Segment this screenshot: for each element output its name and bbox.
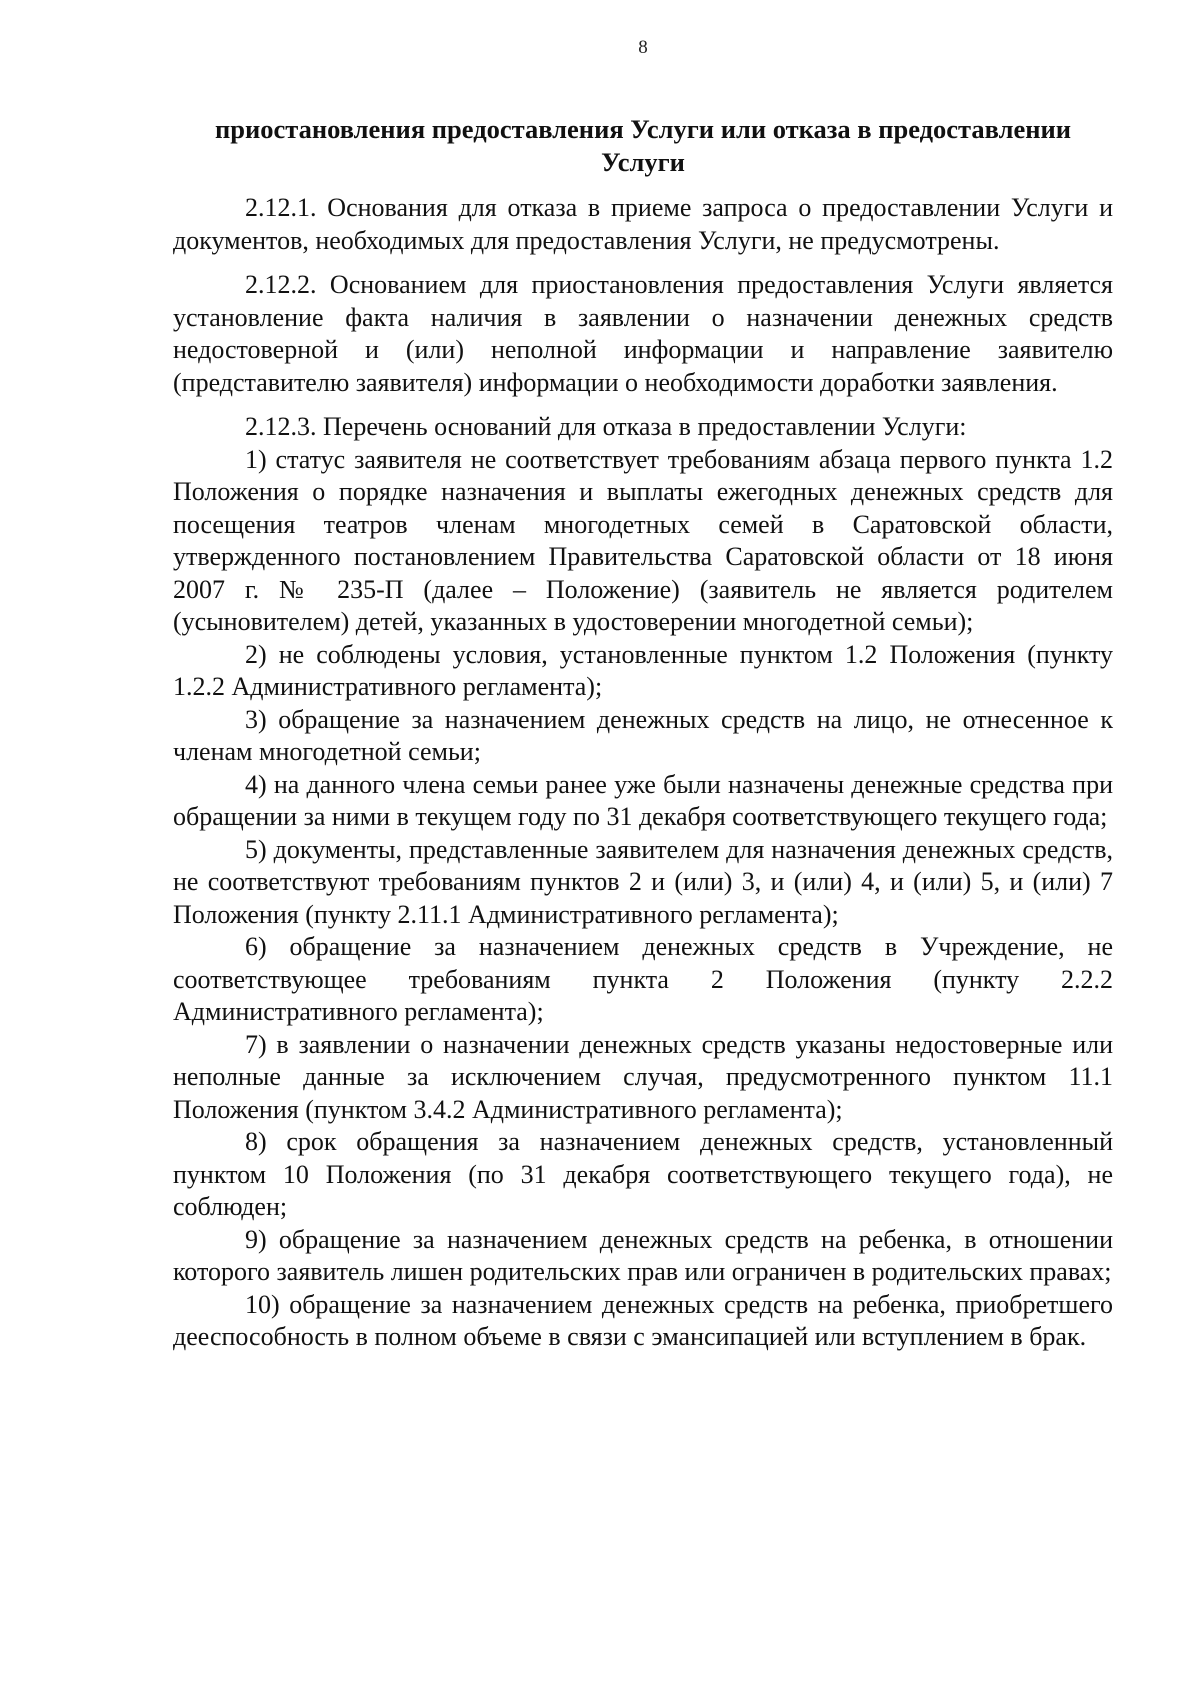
- paragraph-2-12-3: 2.12.3. Перечень оснований для отказа в предоставлении Услуги:: [245, 412, 967, 441]
- list-item-5: 5) документы, представленные заявителем для назначения денежных средств, не соответствуют требованиям пунктов 2 и (или) 3, и (или) 4, и (или) 5, и (или) 7 Положения (пункту 2.11.1 Административного регламента);: [173, 834, 1113, 929]
- section-heading: приостановления предоставления Услуги или отказа в предоставлении Услуги: [214, 114, 1072, 177]
- document-body: [173, 192, 1113, 1354]
- list-item-7: 7) в заявлении о назначении денежных средств указаны недостоверные или неполные данные за исключением случая, предусмотренного пунктом 11.1 Положения (пунктом 3.4.2 Административного регламента);: [173, 1029, 1113, 1124]
- list-item-4: 4) на данного члена семьи ранее уже были назначены денежные средства при обращении за ними в текущем году по 31 декабря соответствующего текущего года;: [173, 769, 1113, 831]
- list-item-1: 1) статус заявителя не соответствует требованиям абзаца первого пункта 1.2 Положения о порядке назначения и выплаты ежегодных денежных средств для посещения театров членам многодетных семей в Саратовской области, утвержденного постановлением Правительства Саратовской области от 18 июня 2007 г. № 235-П (далее – Положение) (заявитель не является родителем (усыновителем) детей, указанных в удостоверении многодетной семьи);: [173, 444, 1113, 636]
- list-item-9: 9) обращение за назначением денежных средств на ребенка, в отношении которого заявитель лишен родительских прав или ограничен в родительских правах;: [173, 1224, 1113, 1286]
- page-number: 8: [638, 37, 648, 58]
- list-item-6: 6) обращение за назначением денежных средств в Учреждение, не соответствующее требованиям пункта 2 Положения (пункту 2.2.2 Административного регламента);: [173, 932, 1113, 1026]
- list-item-10: 10) обращение за назначением денежных средств на ребенка, приобретшего дееспособность в полном объеме в связи с эмансипацией или вступлением в брак.: [173, 1289, 1113, 1351]
- list-item-2: 2) не соблюдены условия, установленные пунктом 1.2 Положения (пункту 1.2.2 Административного регламента);: [173, 639, 1113, 701]
- paragraph-2-12-2: 2.12.2. Основанием для приостановления предоставления Услуги является установление факта наличия в заявлении о назначении денежных средств недостоверной и (или) неполной информации и направление заявителю (представителю заявителя) информации о необходимости доработки заявления.: [173, 270, 1113, 397]
- list-item-8: 8) срок обращения за назначением денежных средств, установленный пунктом 10 Положения (по 31 декабря соответствующего текущего года), не соблюден;: [173, 1127, 1113, 1221]
- paragraph-2-12-1: 2.12.1. Основания для отказа в приеме запроса о предоставлении Услуги и документов, необходимых для предоставления Услуги, не предусмотрены.: [173, 193, 1113, 255]
- list-item-3: 3) обращение за назначением денежных средств на лицо, не отнесенное к членам многодетной семьи;: [173, 704, 1113, 766]
